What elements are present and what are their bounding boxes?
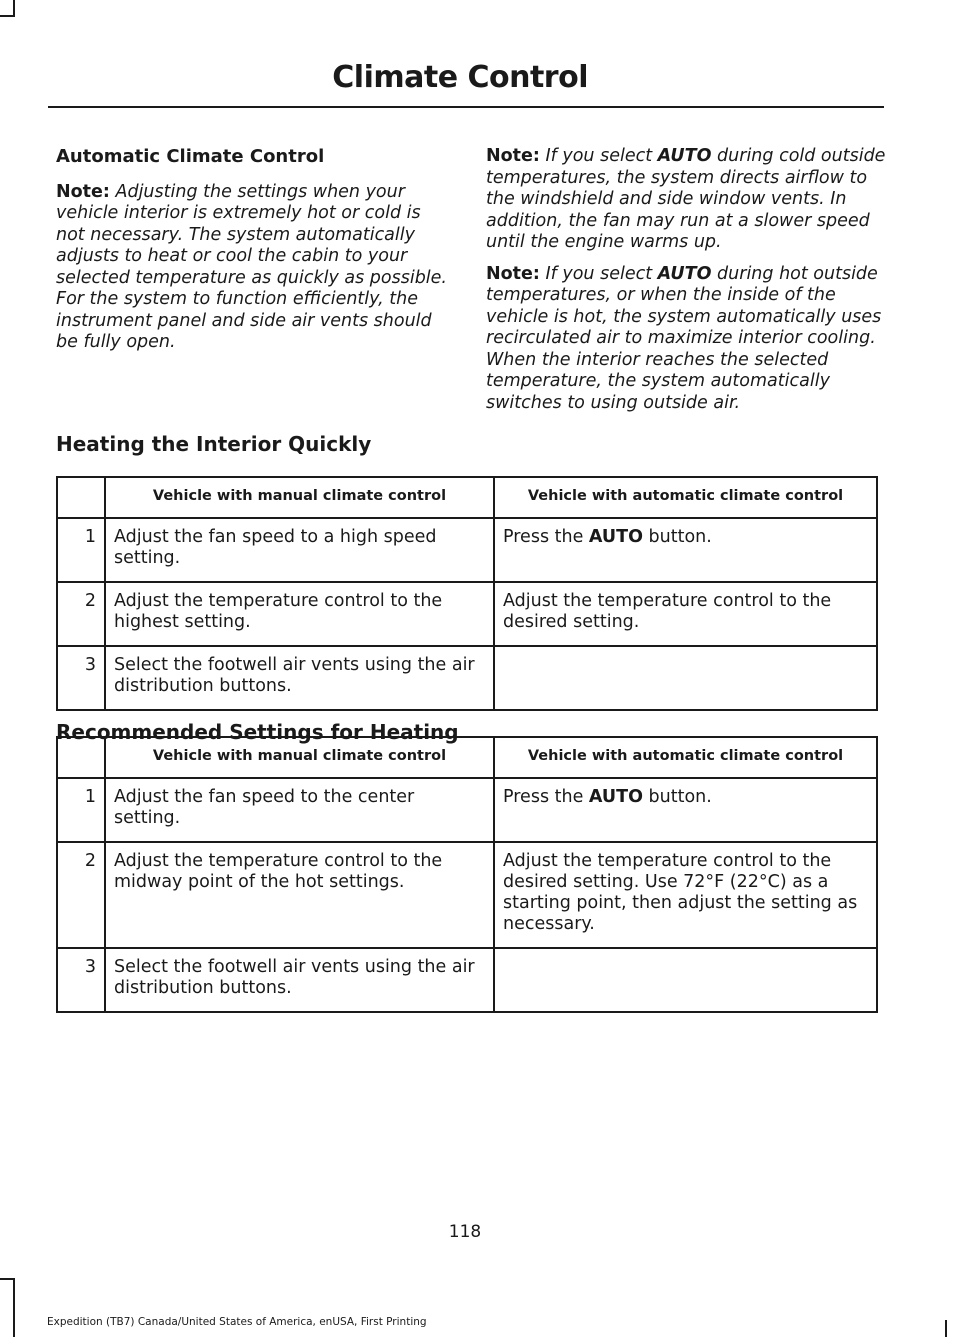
intro-left-column bbox=[56, 146, 448, 364]
title-divider bbox=[48, 106, 884, 108]
note-auto-keyword: AUTO bbox=[657, 263, 712, 284]
table-header-num bbox=[57, 737, 105, 778]
page-number: 118 bbox=[448, 1222, 482, 1242]
table-header-auto: Vehicle with automatic climate control bbox=[494, 737, 877, 778]
auto-keyword: AUTO bbox=[588, 527, 643, 547]
auto-step bbox=[494, 518, 877, 582]
table-row bbox=[57, 582, 877, 646]
crop-mark-top-left-h bbox=[0, 15, 15, 17]
note-label: Note: bbox=[56, 181, 110, 202]
auto-step-post: button. bbox=[648, 787, 712, 807]
manual-step: Adjust the temperature control to the highest setting. bbox=[105, 582, 494, 646]
note-text-pre: If you select bbox=[545, 146, 653, 166]
manual-step: Adjust the temperature control to the midway point of the hot settings. bbox=[105, 842, 494, 948]
manual-step: Adjust the fan speed to the center setting. bbox=[105, 778, 494, 842]
table-row bbox=[57, 518, 877, 582]
auto-step-pre: Press the bbox=[503, 527, 584, 547]
row-number: 1 bbox=[57, 778, 105, 842]
crop-mark-bottom-left-h bbox=[0, 1278, 15, 1280]
table-row bbox=[57, 778, 877, 842]
auto-step-post: button. bbox=[648, 527, 712, 547]
edition-footer: Expedition (TB7) Canada/United States of America, enUSA, First Printing bbox=[47, 1316, 427, 1328]
note-text-post: during cold outside temperatures, the system directs airflow to the windshield and side window vents. In addition, the fan may run at a slower speed until the engine warms up. bbox=[486, 146, 886, 252]
heating-quickly-table bbox=[56, 476, 878, 711]
manual-step: Select the footwell air vents using the air distribution buttons. bbox=[105, 646, 494, 710]
manual-step: Select the footwell air vents using the air distribution buttons. bbox=[105, 948, 494, 1012]
table-header-num bbox=[57, 477, 105, 518]
table-header-manual: Vehicle with manual climate control bbox=[105, 477, 494, 518]
note-automatic-adjust bbox=[56, 182, 448, 354]
table-header-row bbox=[57, 477, 877, 518]
table-row bbox=[57, 842, 877, 948]
intro-right-column bbox=[486, 146, 886, 424]
note-label: Note: bbox=[486, 263, 540, 284]
note-text-pre: If you select bbox=[545, 263, 653, 284]
table-header-row bbox=[57, 737, 877, 778]
row-number: 2 bbox=[57, 582, 105, 646]
note-text-post: during hot outside temperatures, or when the inside of the vehicle is hot, the system automatically uses recirculated air to maximize interior cooling. When the interior reaches the selected temperature, the system automatically switches to using outside air. bbox=[486, 263, 882, 413]
note-auto-keyword: AUTO bbox=[657, 146, 712, 166]
auto-keyword: AUTO bbox=[588, 787, 643, 807]
row-number: 3 bbox=[57, 948, 105, 1012]
auto-step: Adjust the temperature control to the desired setting. Use 72°F (22°C) as a starting point, then adjust the setting as necessary. bbox=[494, 842, 877, 948]
note-text: Adjusting the settings when your vehicle interior is extremely hot or cold is not necessary. The system automatically adjusts to heat or cool the cabin to your selected temperature as quickly as possible. For the system to function efficiently, the instrument panel and side air vents should be fully open. bbox=[56, 181, 447, 352]
row-number: 1 bbox=[57, 518, 105, 582]
intro-heading: Automatic Climate Control bbox=[56, 146, 325, 167]
row-number: 3 bbox=[57, 646, 105, 710]
table-header-auto: Vehicle with automatic climate control bbox=[494, 477, 877, 518]
section-title-heating-quickly: Heating the Interior Quickly bbox=[56, 432, 372, 456]
auto-step-pre: Press the bbox=[503, 787, 584, 807]
auto-step bbox=[494, 778, 877, 842]
note-cold-auto bbox=[486, 146, 886, 254]
table-row bbox=[57, 948, 877, 1012]
section-title-recommended-heating: Recommended Settings for Heating bbox=[56, 720, 459, 744]
table-header-manual: Vehicle with manual climate control bbox=[105, 737, 494, 778]
manual-step: Adjust the fan speed to a high speed setting. bbox=[105, 518, 494, 582]
page-title: Climate Control bbox=[332, 60, 588, 95]
crop-mark-bottom-right bbox=[945, 1320, 947, 1337]
recommended-heating-table bbox=[56, 736, 878, 1013]
auto-step bbox=[494, 646, 877, 710]
auto-step: Adjust the temperature control to the desired setting. bbox=[494, 582, 877, 646]
row-number: 2 bbox=[57, 842, 105, 948]
table-row bbox=[57, 646, 877, 710]
note-hot-auto bbox=[486, 264, 886, 415]
note-label: Note: bbox=[486, 146, 540, 166]
auto-step bbox=[494, 948, 877, 1012]
crop-mark-bottom-left bbox=[13, 1278, 15, 1337]
